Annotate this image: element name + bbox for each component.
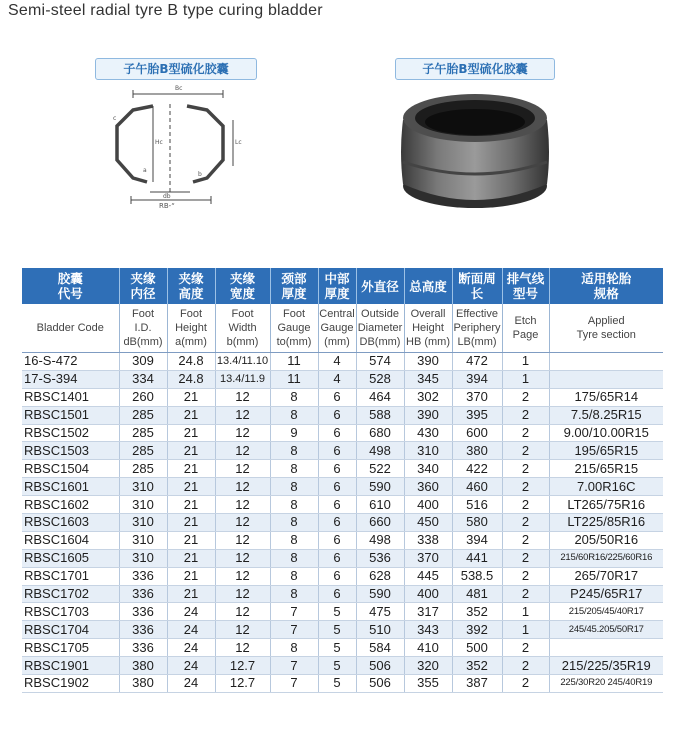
table-cell: 5 [318,621,356,639]
table-cell: 2 [502,442,549,460]
table-cell: 11 [270,353,318,371]
table-cell: 12 [215,621,270,639]
table-cell: 310 [119,549,167,567]
table-cell: 510 [356,621,404,639]
table-cell: 8 [270,460,318,478]
bladder-code-cell: 16-S-472 [22,353,119,371]
table-cell: 588 [356,406,404,424]
header-en-col-0: Bladder Code [22,304,119,353]
table-cell: 506 [356,675,404,693]
bladder-code-cell: RBSC1902 [22,675,119,693]
table-cell: 610 [356,496,404,514]
table-cell: 21 [167,549,215,567]
table-row [22,603,663,621]
table-cell: 7.00R16C [549,478,663,496]
table-cell: 11 [270,370,318,388]
bladder-cross-section-diagram [95,80,265,210]
header-en-col-2: Foot Height a(mm) [167,304,215,353]
table-cell: 6 [318,442,356,460]
table-cell: 345 [404,370,452,388]
table-cell [549,639,663,657]
table-cell: 450 [404,514,452,532]
table-cell: 380 [119,675,167,693]
table-cell: 12.7 [215,675,270,693]
table-row [22,639,663,657]
table-cell: 600 [452,424,502,442]
table-cell: 24 [167,675,215,693]
table-cell: 265/70R17 [549,567,663,585]
table-cell: 8 [270,531,318,549]
bladder-code-cell: 17-S-394 [22,370,119,388]
table-cell: 680 [356,424,404,442]
table-row [22,549,663,567]
c-label: c [113,115,117,122]
table-cell: 5 [318,639,356,657]
table-cell: 215/65R15 [549,460,663,478]
table-cell: LT265/75R16 [549,496,663,514]
bladder-spec-table [22,268,663,693]
table-cell: 7 [270,675,318,693]
table-cell: 302 [404,388,452,406]
table-cell: 6 [318,388,356,406]
a-label: a [143,167,147,174]
header-cn-col-7: 总高度 [404,268,452,304]
table-cell: 13.4/11.10 [215,353,270,371]
table-cell: 506 [356,657,404,675]
table-cell: 394 [452,531,502,549]
table-cell: 500 [452,639,502,657]
header-cn-col-8: 断面周 长 [452,268,502,304]
bc-label: Bc [175,85,183,92]
header-row-english [22,304,663,353]
table-cell: 24 [167,639,215,657]
table-cell: 584 [356,639,404,657]
header-en-col-7: Overall Height HB (mm) [404,304,452,353]
header-cn-col-6: 外直径 [356,268,404,304]
header-cn-col-4: 颈部 厚度 [270,268,318,304]
table-cell: 336 [119,621,167,639]
table-cell: 574 [356,353,404,371]
table-cell: 340 [404,460,452,478]
hc-label: Hc [155,139,163,146]
table-cell: 12 [215,406,270,424]
header-en-col-5: Central Gauge (mm) [318,304,356,353]
table-cell: 395 [452,406,502,424]
table-cell: 355 [404,675,452,693]
bladder-code-cell: RBSC1401 [22,388,119,406]
bladder-code-cell: RBSC1704 [22,621,119,639]
bladder-code-cell: RBSC1602 [22,496,119,514]
table-cell: 8 [270,639,318,657]
table-cell: 12 [215,585,270,603]
lc-label: Lc [235,139,242,146]
bladder-code-cell: RBSC1503 [22,442,119,460]
table-cell: 310 [404,442,452,460]
table-cell: 660 [356,514,404,532]
bladder-code-cell: RBSC1501 [22,406,119,424]
table-cell: 245/45.205/50R17 [549,621,663,639]
table-cell: 12 [215,514,270,532]
table-cell: 21 [167,424,215,442]
table-cell: 310 [119,531,167,549]
table-cell: 317 [404,603,452,621]
table-cell: 338 [404,531,452,549]
table-cell: LT225/85R16 [549,514,663,532]
table-cell: 6 [318,567,356,585]
bladder-code-cell: RBSC1603 [22,514,119,532]
table-cell: 8 [270,388,318,406]
table-cell: 285 [119,424,167,442]
table-cell: 205/50R16 [549,531,663,549]
table-cell: 2 [502,531,549,549]
table-cell: 400 [404,496,452,514]
table-cell: 1 [502,603,549,621]
bladder-photo [385,80,565,212]
bladder-code-cell: RBSC1601 [22,478,119,496]
table-cell: P245/65R17 [549,585,663,603]
table-cell: 8 [270,442,318,460]
table-cell: 6 [318,424,356,442]
table-cell: 7.5/8.25R15 [549,406,663,424]
table-cell: 12 [215,549,270,567]
table-cell: 12.7 [215,657,270,675]
header-cn-col-3: 夹缘 宽度 [215,268,270,304]
table-cell: 21 [167,531,215,549]
photo-caption: 子午胎B型硫化胶囊 [395,58,555,80]
table-cell: 6 [318,531,356,549]
table-cell: 21 [167,388,215,406]
header-en-col-3: Foot Width b(mm) [215,304,270,353]
table-cell: 24 [167,657,215,675]
header-cn-col-5: 中部 厚度 [318,268,356,304]
table-row [22,370,663,388]
b-label: b [198,171,202,178]
table-cell: 498 [356,531,404,549]
table-cell: 12 [215,442,270,460]
table-cell: 1 [502,621,549,639]
table-cell: 336 [119,567,167,585]
bladder-code-cell: RBSC1703 [22,603,119,621]
header-en-col-8: Effective Periphery LB(mm) [452,304,502,353]
table-cell: 225/30R20 245/40R19 [549,675,663,693]
table-cell: 590 [356,585,404,603]
table-cell: 12 [215,460,270,478]
header-en-col-1: Foot I.D. dB(mm) [119,304,167,353]
table-cell: 2 [502,460,549,478]
table-cell [549,353,663,371]
table-cell: 13.4/11.9 [215,370,270,388]
table-row [22,567,663,585]
table-cell: 352 [452,603,502,621]
table-cell: 4 [318,370,356,388]
table-cell: 2 [502,406,549,424]
table-row [22,621,663,639]
table-cell: 21 [167,567,215,585]
table-cell: 8 [270,514,318,532]
table-cell: 215/205/45/40R17 [549,603,663,621]
table-cell: 2 [502,639,549,657]
table-cell: 460 [452,478,502,496]
table-cell: 2 [502,585,549,603]
table-cell: 2 [502,514,549,532]
header-en-col-6: Outside Diameter DB(mm) [356,304,404,353]
table-cell: 2 [502,496,549,514]
table-cell: 21 [167,406,215,424]
table-cell: 628 [356,567,404,585]
header-en-col-9: Etch Page [502,304,549,353]
table-cell: 285 [119,442,167,460]
table-cell: 6 [318,496,356,514]
header-cn-col-10: 适用轮胎 规格 [549,268,663,304]
table-cell: 1 [502,353,549,371]
table-cell: 2 [502,388,549,406]
table-cell: 9 [270,424,318,442]
table-cell: 8 [270,585,318,603]
table-row [22,478,663,496]
table-cell: 21 [167,478,215,496]
table-cell: 590 [356,478,404,496]
table-cell: 24.8 [167,353,215,371]
table-cell: 8 [270,496,318,514]
table-row [22,514,663,532]
table-row [22,675,663,693]
bladder-code-cell: RBSC1605 [22,549,119,567]
table-cell: 21 [167,442,215,460]
table-cell: 430 [404,424,452,442]
table-cell: 12 [215,567,270,585]
table-cell: 390 [404,406,452,424]
table-cell: 2 [502,657,549,675]
table-cell: 12 [215,639,270,657]
table-cell: 2 [502,675,549,693]
table-cell [549,370,663,388]
table-cell: 6 [318,460,356,478]
bladder-code-cell: RBSC1504 [22,460,119,478]
table-cell: 394 [452,370,502,388]
header-en-col-4: Foot Gauge to(mm) [270,304,318,353]
table-cell: 12 [215,388,270,406]
table-row [22,406,663,424]
table-cell: 392 [452,621,502,639]
table-row [22,442,663,460]
header-cn-col-2: 夹缘 高度 [167,268,215,304]
table-cell: 285 [119,406,167,424]
table-cell: 12 [215,603,270,621]
table-cell: 6 [318,478,356,496]
table-row [22,388,663,406]
table-row [22,460,663,478]
table-cell: 445 [404,567,452,585]
table-cell: 260 [119,388,167,406]
table-cell: 175/65R14 [549,388,663,406]
table-cell: 7 [270,603,318,621]
table-cell: 2 [502,549,549,567]
table-cell: 12 [215,531,270,549]
table-cell: 441 [452,549,502,567]
bladder-code-cell: RBSC1901 [22,657,119,675]
table-cell: 6 [318,406,356,424]
db-label: db [163,193,171,200]
table-cell: 285 [119,460,167,478]
table-cell: 360 [404,478,452,496]
table-cell: 7 [270,621,318,639]
table-cell: 498 [356,442,404,460]
table-cell: 12 [215,496,270,514]
table-cell: 195/65R15 [549,442,663,460]
table-cell: 310 [119,496,167,514]
table-cell: 336 [119,639,167,657]
table-cell: 380 [452,442,502,460]
table-cell: 536 [356,549,404,567]
table-cell: 481 [452,585,502,603]
bladder-code-cell: RBSC1502 [22,424,119,442]
diagram-caption: 子午胎B型硫化胶囊 [95,58,257,80]
table-cell: 215/60R16/225/60R16 [549,549,663,567]
table-cell: 2 [502,478,549,496]
table-cell: 334 [119,370,167,388]
bladder-code-cell: RBSC1705 [22,639,119,657]
table-cell: 370 [452,388,502,406]
header-cn-col-0: 胶囊 代号 [22,268,119,304]
table-cell: 6 [318,585,356,603]
table-cell: 538.5 [452,567,502,585]
table-cell: 580 [452,514,502,532]
table-cell: 24.8 [167,370,215,388]
header-row-chinese [22,268,663,304]
table-cell: 8 [270,478,318,496]
table-cell: 21 [167,460,215,478]
table-cell: 8 [270,406,318,424]
table-cell: 475 [356,603,404,621]
table-cell: 8 [270,567,318,585]
table-cell: 410 [404,639,452,657]
table-cell: 5 [318,603,356,621]
table-cell: 5 [318,657,356,675]
table-row [22,657,663,675]
table-row [22,424,663,442]
table-cell: 516 [452,496,502,514]
header-cn-col-9: 排气线 型号 [502,268,549,304]
table-cell: 9.00/10.00R15 [549,424,663,442]
table-cell: 215/225/35R19 [549,657,663,675]
bladder-code-cell: RBSC1702 [22,585,119,603]
table-cell: 336 [119,585,167,603]
table-row [22,585,663,603]
table-cell: 5 [318,675,356,693]
table-cell: 6 [318,549,356,567]
table-cell: 7 [270,657,318,675]
table-cell: 522 [356,460,404,478]
table-cell: 472 [452,353,502,371]
table-cell: 320 [404,657,452,675]
table-cell: 380 [119,657,167,675]
table-cell: 370 [404,549,452,567]
table-cell: 1 [502,370,549,388]
table-cell: 21 [167,496,215,514]
table-cell: 6 [318,514,356,532]
table-cell: 336 [119,603,167,621]
table-cell: 8 [270,549,318,567]
diagram-label: RB-“ [159,202,175,210]
bladder-code-cell: RBSC1604 [22,531,119,549]
bladder-code-cell: RBSC1701 [22,567,119,585]
table-cell: 343 [404,621,452,639]
table-row [22,496,663,514]
table-cell: 24 [167,603,215,621]
table-cell: 464 [356,388,404,406]
table-cell: 2 [502,424,549,442]
table-cell: 2 [502,567,549,585]
table-cell: 12 [215,424,270,442]
table-cell: 352 [452,657,502,675]
table-cell: 24 [167,621,215,639]
table-cell: 12 [215,478,270,496]
table-row [22,353,663,371]
table-cell: 310 [119,514,167,532]
table-cell: 387 [452,675,502,693]
table-cell: 21 [167,585,215,603]
table-cell: 309 [119,353,167,371]
table-cell: 422 [452,460,502,478]
table-cell: 21 [167,514,215,532]
table-cell: 400 [404,585,452,603]
table-cell: 310 [119,478,167,496]
header-en-col-10: Applied Tyre section [549,304,663,353]
page-title: Semi-steel radial tyre B type curing bladder [8,2,323,19]
table-cell: 390 [404,353,452,371]
header-cn-col-1: 夹缘 内径 [119,268,167,304]
table-row [22,531,663,549]
table-cell: 528 [356,370,404,388]
table-cell: 4 [318,353,356,371]
